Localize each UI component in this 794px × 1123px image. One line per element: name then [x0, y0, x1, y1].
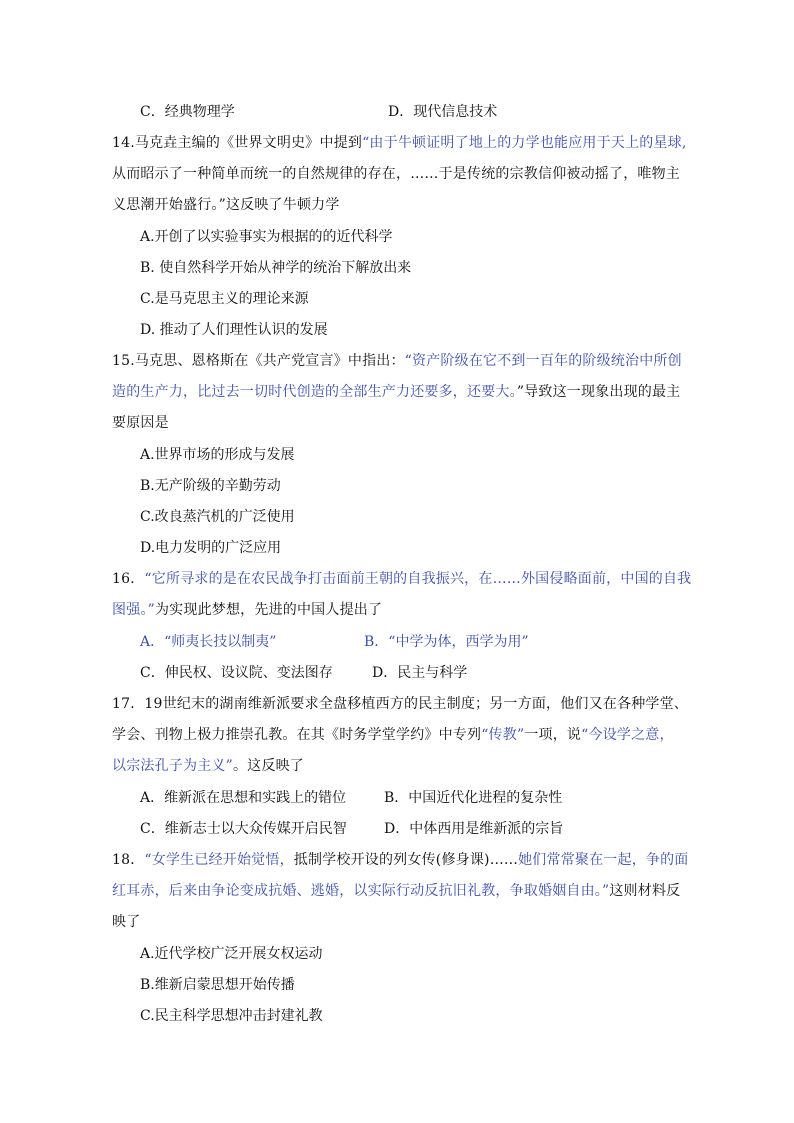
- q15-stem-text-2: ”导致这一现象出现的最主: [516, 384, 681, 400]
- q15-option-c: C.改良蒸汽机的广泛使用: [140, 509, 295, 525]
- q16-option-b: [364, 632, 529, 652]
- q18-quote-1: “女学生已经开始觉悟，: [144, 852, 294, 868]
- q17-quote-1: “传教”: [481, 727, 525, 743]
- q18-stem-line-1: [112, 850, 689, 870]
- q18-quote-cont: 红耳赤，后来由争论变成抗婚、逃婚，以实际行动反抗旧礼教，争取婚姻自由。”: [112, 883, 610, 899]
- q17-option-d: D．中体西用是维新派的宗旨: [384, 821, 564, 837]
- q18-option-b: B.维新启蒙思想开始传播: [140, 977, 295, 993]
- q15-quote: “资产阶级在它不到一百年的阶级统治中所创: [404, 353, 682, 369]
- q16-option-a-text: A．“师夷长技以制夷”: [140, 634, 277, 650]
- q14-quote: “由于牛顿证明了地上的力学也能应用于天上的星球,: [362, 135, 687, 151]
- q17-quote-2: “今设学之意，: [581, 727, 674, 743]
- q18-stem-text: 抵制学校开设的列女传(修身课)……: [293, 852, 519, 868]
- q14-stem-text: 14.马克垚主编的《世界文明史》中提到: [112, 135, 363, 151]
- q15-option-d: D.电力发明的广泛应用: [140, 540, 282, 556]
- q13-option-d: D．现代信息技术: [388, 104, 498, 120]
- q16-option-a: [140, 632, 276, 652]
- q16-option-b-text: B．“中学为体，西学为用”: [364, 634, 529, 650]
- q17-option-b: B．中国近代化进程的复杂性: [384, 790, 563, 806]
- q14-option-c: C.是马克思主义的理论来源: [140, 291, 309, 307]
- q18-option-a: A.近代学校广泛开展女权运动: [140, 946, 323, 962]
- q17-quote-cont: 以宗法孔子为主义”: [112, 758, 233, 774]
- q17-stem-line-1: 17．19世纪末的湖南维新派要求全盘移植西方的民主制度；另一方面，他们又在各种学堂、: [112, 696, 689, 712]
- q17-stem-line-3: [112, 756, 304, 776]
- q15-stem-line-3: 要原因是: [112, 415, 169, 431]
- q15-stem-text: 15.马克思、恩格斯在《共产党宣言》中指出：: [112, 353, 405, 369]
- q18-quote-2: 她们常常聚在一起，争的面: [518, 852, 689, 868]
- q17-option-a: A．维新派在思想和实践上的错位: [140, 790, 347, 806]
- q18-stem-line-3: 映了: [112, 914, 141, 930]
- q16-number: 16．: [112, 571, 145, 587]
- q17-stem-text: 学会、刊物上极力推崇孔教。在其《时务学堂学约》中专列: [112, 727, 482, 743]
- q18-stem-text-2: 这则材料反: [609, 883, 681, 899]
- q17-option-c: C．维新志士以大众传媒开启民智: [140, 821, 347, 837]
- q17-stem-text-end: 。这反映了: [232, 758, 304, 774]
- q17-stem-line-2: [112, 725, 674, 745]
- q18-number: 18．: [112, 852, 145, 868]
- q16-option-c: C．伸民权、设议院、变法图存: [140, 665, 333, 681]
- q16-quote-cont: 图强。”: [112, 602, 155, 618]
- q18-option-c: C.民主科学思想冲击封建礼教: [140, 1008, 323, 1024]
- q14-stem-line-2: 从而昭示了一种简单而统一的自然规律的存在，……于是传统的宗教信仰被动摇了，唯物主: [112, 166, 680, 182]
- q14-stem-line-1: [112, 133, 686, 153]
- q16-stem-line-2: [112, 600, 382, 620]
- q16-stem-text: 为实现此梦想，先进的中国人提出了: [154, 602, 383, 618]
- q16-option-d: D．民主与科学: [372, 665, 468, 681]
- q15-option-b: B.无产阶级的辛勤劳动: [140, 478, 281, 494]
- q18-stem-line-2: [112, 881, 680, 901]
- q16-quote: “它所寻求的是在农民战争打击面前王朝的自我振兴，在……外国侵略面前，中国的自我: [144, 571, 692, 587]
- q15-stem-line-2: [112, 382, 680, 402]
- q17-stem-text-mid: 一项，说: [524, 727, 582, 743]
- q13-option-c: C．经典物理学: [140, 104, 235, 120]
- q14-option-d: D. 推动了人们理性认识的发展: [140, 322, 328, 338]
- q15-stem-line-1: [112, 351, 682, 371]
- q14-option-b: B. 使自然科学开始从神学的统治下解放出来: [140, 260, 412, 276]
- q16-stem-line-1: [112, 569, 691, 589]
- q15-quote-cont: 造的生产力，比过去一切时代创造的全部生产力还要多，还要大。: [112, 384, 517, 400]
- q14-option-a: A.开创了以实验事实为根据的的近代科学: [140, 229, 393, 245]
- q14-stem-line-3: 义思潮开始盛行。”这反映了牛顿力学: [112, 197, 340, 213]
- q15-option-a: A.世界市场的形成与发展: [140, 447, 295, 463]
